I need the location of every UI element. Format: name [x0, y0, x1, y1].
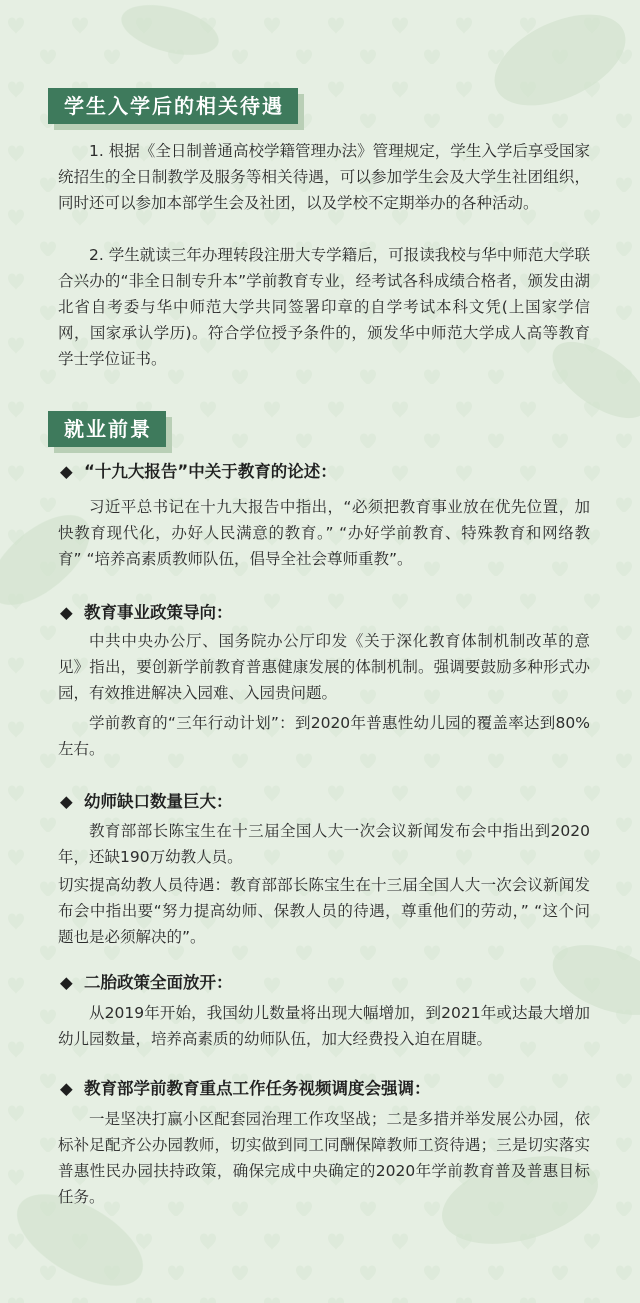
- diamond-bullet-icon: ◆: [60, 1079, 73, 1098]
- diamond-bullet-icon: ◆: [60, 792, 73, 811]
- benefits-paragraph-2: 2. 学生就读三年办理转段注册大专学籍后，可报读我校与华中师范大学联合兴办的“非全日制专升本”学前教育专业，经考试各科成绩合格者，颁发由湖北省自考委与华中师范大学共同签署印章的自学考试本科文凭(上国家学信网，国家承认学历)。符合学位授予条件的，颁发华中师范大学成人高等教育学士学位证书。: [58, 246, 590, 368]
- subheading-ministry-meeting: ◆ 教育部学前教育重点工作任务视频调度会强调：: [60, 1076, 600, 1102]
- section-title-benefits: 学生入学后的相关待遇: [48, 88, 298, 124]
- diamond-bullet-icon: ◆: [60, 462, 73, 481]
- ministry-paragraph: 一是坚决打赢小区配套园治理工作攻坚战；二是多措并举发展公办园，依标补足配齐公办园教师，切实做到同工同酬保障教师工资待遇；三是切实落实普惠性民办园扶持政策，确保完成中央确定的2020年学前教育普及普惠目标任务。: [58, 1110, 590, 1206]
- subheading-two-child-policy: ◆ 二胎政策全面放开：: [60, 970, 600, 996]
- section-title-employment: 就业前景: [48, 411, 166, 447]
- report-paragraph: 习近平总书记在十九大报告中指出，“必须把教育事业放在优先位置，加快教育现代化，办好人民满意的教育。” “办好学前教育、特殊教育和网络教育” “培养高素质教师队伍，倡导全社会尊师重教”。: [58, 498, 590, 568]
- diamond-bullet-icon: ◆: [60, 603, 73, 622]
- policy-paragraph-2: 学前教育的“三年行动计划”：到2020年普惠性幼儿园的覆盖率达到80%左右。: [58, 714, 590, 758]
- subheading-teacher-shortage: ◆ 幼师缺口数量巨大：: [60, 789, 600, 815]
- benefits-paragraph-1: 1. 根据《全日制普通高校学籍管理办法》管理规定，学生入学后享受国家统招生的全日制教学及服务等相关待遇，可以参加学生会及大学生社团组织，同时还可以参加本部学生会及社团，以及学校不定期举办的各种活动。: [58, 142, 590, 212]
- two-child-paragraph: 从2019年开始，我国幼儿数量将出现大幅增加，到2021年或达最大增加幼儿园数量，培养高素质的幼师队伍，加大经费投入迫在眉睫。: [58, 1004, 590, 1048]
- shortage-paragraph-1: 教育部部长陈宝生在十三届全国人大一次会议新闻发布会中指出到2020年，还缺190万幼教人员。: [58, 822, 590, 866]
- subheading-19th-report: ◆ “十九大报告”中关于教育的论述：: [60, 459, 600, 485]
- policy-paragraph-1: 中共中央办公厅、国务院办公厅印发《关于深化教育体制机制改革的意见》指出，要创新学前教育普惠健康发展的体制机制。强调要鼓励多种形式办园，有效推进解决入园难、入园贵问题。: [58, 632, 590, 702]
- shortage-paragraph-2: 切实提高幼教人员待遇：教育部部长陈宝生在十三届全国人大一次会议新闻发布会中指出要“努力提高幼师、保教人员的待遇，尊重他们的劳动，” “这个问题也是必须解决的”。: [58, 876, 590, 946]
- diamond-bullet-icon: ◆: [60, 973, 73, 992]
- subheading-policy: ◆ 教育事业政策导向：: [60, 600, 600, 626]
